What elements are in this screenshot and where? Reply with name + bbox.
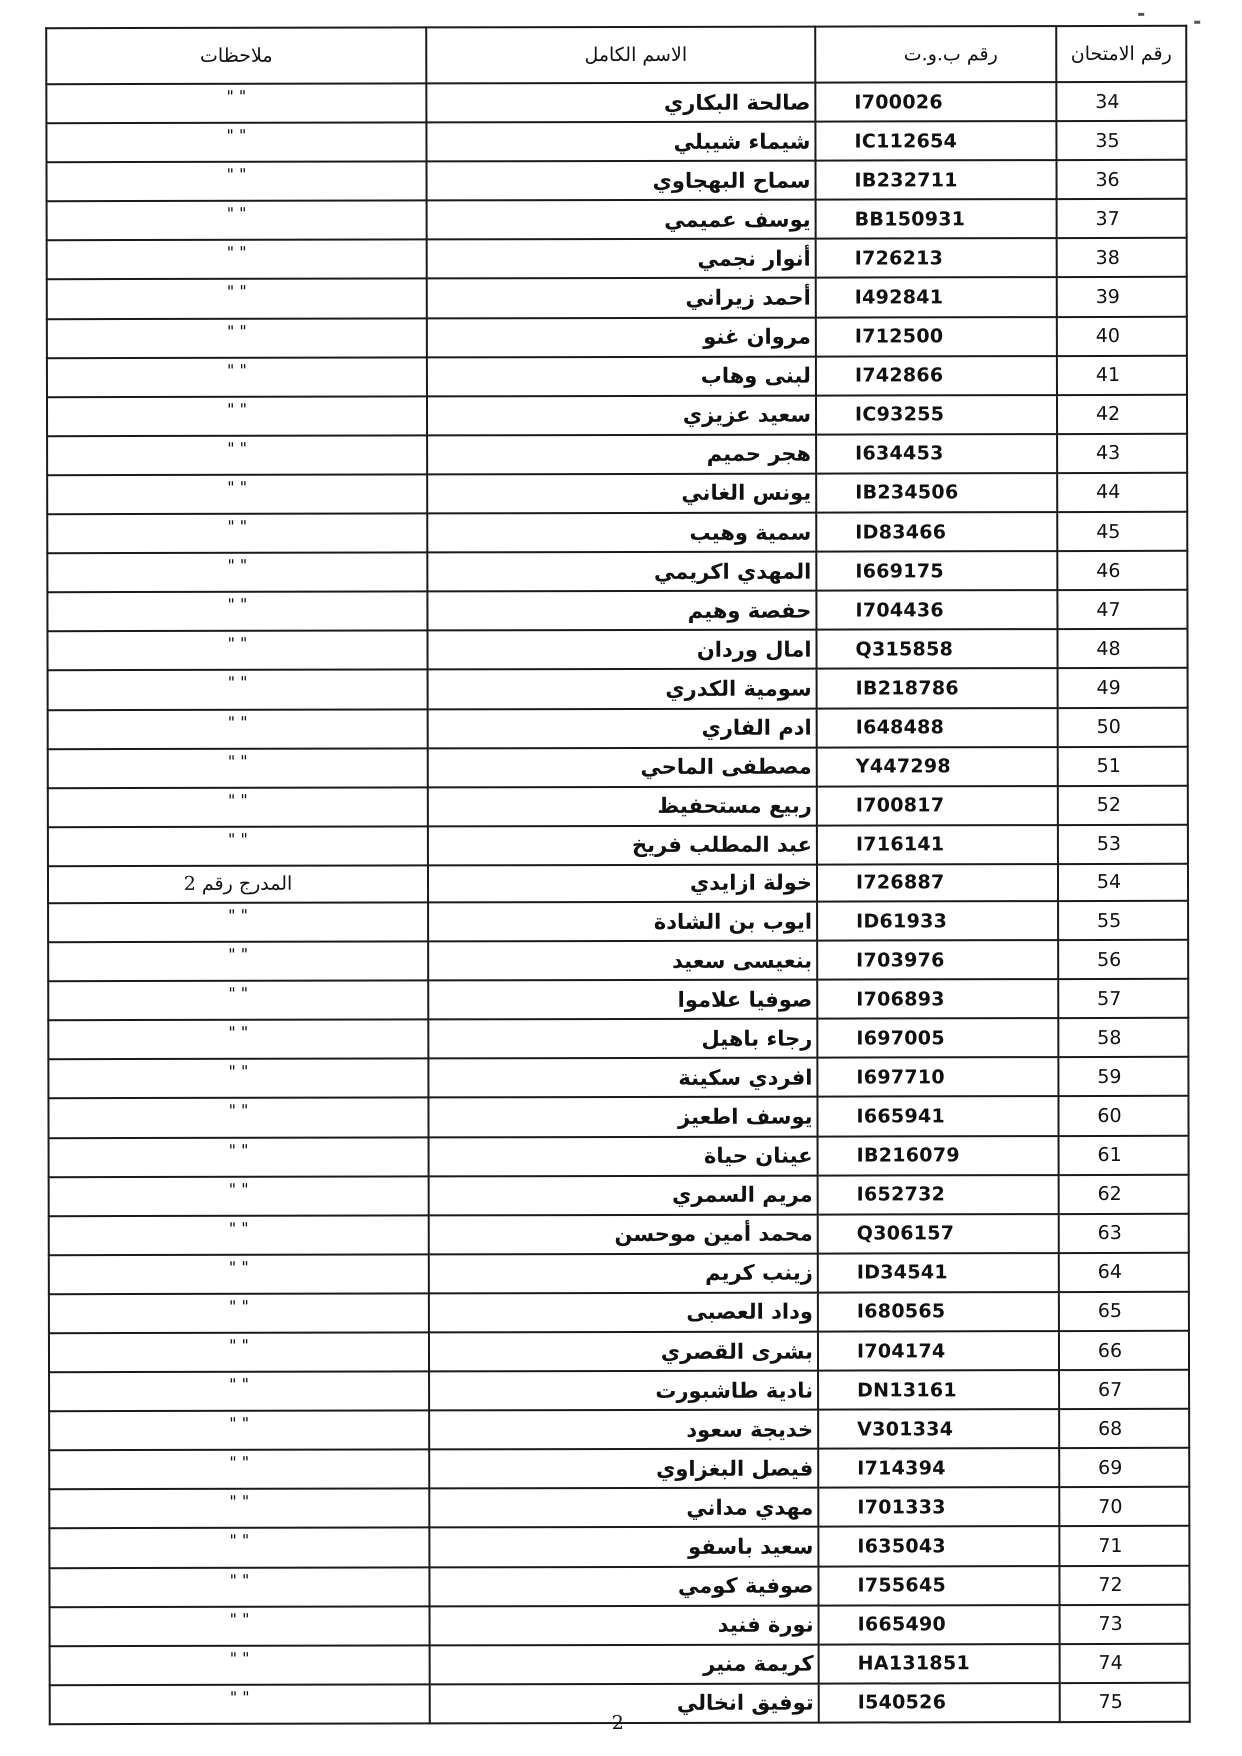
full-name-cell: زينب كريم [429,1253,818,1293]
notes-cell: " " [48,981,428,1021]
id-number-cell: I697710 [817,1057,1058,1097]
table-row [47,316,1187,357]
full-name-cell: يوسف اطعيز [428,1097,817,1137]
scan-mark [1194,21,1200,24]
id-number-cell: IB218786 [817,668,1058,708]
table-row [47,629,1187,670]
exam-number-cell: 42 [1057,395,1187,434]
id-number-cell: I704174 [818,1331,1059,1371]
notes-cell: " " [47,631,427,671]
table-row [49,1253,1189,1294]
exam-number-cell: 48 [1057,629,1187,668]
full-name-cell: وداد العصبى [429,1292,818,1332]
table-row [49,1526,1189,1567]
table-row [47,512,1187,553]
exam-number-cell: 74 [1060,1644,1190,1683]
header-notes: ملاحظات [46,27,426,84]
exam-number-cell: 70 [1059,1487,1189,1526]
exam-number-cell: 61 [1059,1135,1189,1174]
full-name-cell: يونس الغاني [427,474,816,514]
exam-number-cell: 45 [1057,512,1187,551]
table-row [47,473,1187,514]
notes-cell: " " [48,1098,428,1138]
exam-number-cell: 68 [1059,1409,1189,1448]
notes-cell: " " [49,1528,429,1568]
table-row [46,121,1186,162]
full-name-cell: عبد المطلب فريخ [428,825,817,865]
id-number-cell: I726887 [817,864,1058,902]
id-number-cell: I634453 [816,434,1057,474]
exam-number-cell: 55 [1058,901,1188,940]
table-row [49,1174,1189,1215]
exam-number-cell: 38 [1057,238,1187,277]
full-name-cell: بشرى القصري [429,1332,818,1372]
notes-cell: المدرج رقم 2 [48,865,428,903]
table-row [48,746,1188,787]
table-row [48,825,1188,866]
exam-number-cell: 50 [1058,707,1188,746]
table-row [48,1057,1188,1098]
notes-cell: " " [47,592,427,632]
full-name-cell: رجاء باهيل [428,1019,817,1059]
notes-cell: " " [47,513,427,553]
table-row [48,668,1188,709]
id-number-cell: I540526 [819,1683,1060,1723]
notes-cell: " " [49,1411,429,1451]
exam-number-cell: 37 [1057,199,1187,238]
table-row [48,979,1188,1020]
notes-cell: " " [49,1254,429,1294]
id-number-cell: I704436 [816,590,1057,630]
notes-cell: " " [49,1371,429,1411]
table-header-row [46,26,1186,84]
full-name-cell: هجر حميم [427,434,816,474]
table-row [48,901,1188,942]
exam-number-cell: 51 [1058,746,1188,785]
table-row [49,1448,1189,1489]
scan-mark [1138,13,1144,16]
id-number-cell: I700817 [817,786,1058,826]
table-row [46,160,1186,201]
full-name-cell: نورة فنيد [430,1605,819,1645]
full-name-cell: خولة ازايدي [428,864,817,902]
exam-number-cell: 36 [1056,160,1186,199]
table-row [48,1018,1188,1059]
id-number-cell: V301334 [818,1409,1059,1449]
notes-cell: " " [48,787,428,827]
id-number-cell: I648488 [817,708,1058,748]
table-row [48,864,1188,903]
full-name-cell: سمية وهيب [427,513,816,553]
notes-cell: " " [48,1059,428,1099]
full-name-cell: سماح البهجاوي [426,161,815,201]
notes-cell: " " [50,1684,430,1724]
full-name-cell: مروان غنو [427,317,816,357]
table-row [49,1370,1189,1411]
id-number-cell: I697005 [817,1018,1058,1058]
id-number-cell: I742866 [816,356,1057,396]
notes-cell: " " [48,670,428,710]
exam-number-cell: 59 [1058,1057,1188,1096]
exam-number-cell: 62 [1059,1174,1189,1213]
exam-number-cell: 69 [1059,1448,1189,1487]
full-name-cell: حفصة وهيم [427,591,816,631]
table-row [49,1487,1189,1528]
exam-number-cell: 63 [1059,1214,1189,1253]
exam-number-cell: 67 [1059,1370,1189,1409]
notes-cell: " " [47,279,427,319]
id-number-cell: DN13161 [818,1370,1059,1410]
full-name-cell: ادم الفاري [428,708,817,748]
table-row [48,1096,1188,1137]
table-row [49,1409,1189,1450]
full-name-cell: فيصل البغزاوي [429,1449,818,1489]
exam-number-cell: 54 [1058,864,1188,901]
notes-cell: " " [47,396,427,436]
full-name-cell: سومية الكدري [428,669,817,709]
id-number-cell: BB150931 [816,199,1057,239]
notes-cell: " " [47,357,427,397]
full-name-cell: مهدي مداني [429,1488,818,1528]
id-number-cell: I714394 [818,1448,1059,1488]
id-number-cell: I726213 [816,238,1057,278]
notes-cell: " " [49,1567,429,1607]
table-row [47,238,1187,279]
id-number-cell: ID83466 [816,512,1057,552]
id-number-cell: IB234506 [816,473,1057,513]
exam-number-cell: 41 [1057,355,1187,394]
full-name-cell: سعيد باسفو [429,1527,818,1567]
id-number-cell: I652732 [818,1175,1059,1215]
id-number-cell: I703976 [817,940,1058,980]
notes-cell: " " [50,1606,430,1646]
notes-cell: " " [49,1215,429,1255]
notes-cell: " " [47,435,427,475]
notes-cell: " " [49,1137,429,1177]
notes-cell: " " [48,902,428,942]
notes-cell: " " [47,240,427,280]
id-number-cell: I492841 [816,278,1057,318]
exam-number-cell: 40 [1057,316,1187,355]
table-row [47,395,1187,436]
table-row [47,277,1187,318]
table-row [50,1604,1190,1645]
full-name-cell: كريمة منير [430,1644,819,1684]
id-number-cell: I716141 [817,825,1058,865]
notes-cell: " " [46,122,426,162]
notes-cell: " " [46,83,426,123]
table-row [49,1565,1189,1606]
table-row [49,1292,1189,1333]
exam-number-cell: 60 [1058,1096,1188,1135]
table-row [49,1135,1189,1176]
full-name-cell: لبنى وهاب [427,356,816,396]
notes-cell: " " [48,826,428,866]
table-row [47,434,1187,475]
id-number-cell: IC93255 [816,395,1057,435]
id-number-cell: IB232711 [815,160,1056,200]
full-name-cell: بنعيسى سعيد [428,941,817,981]
id-number-cell: HA131851 [819,1644,1060,1684]
full-name-cell: خديجة سعود [429,1410,818,1450]
full-name-cell: ايوب بن الشادة [428,902,817,942]
id-number-cell: I700026 [815,82,1056,122]
exam-number-cell: 34 [1056,82,1186,121]
exam-number-cell: 49 [1058,668,1188,707]
exam-number-cell: 53 [1058,825,1188,864]
exam-number-cell: 73 [1060,1604,1190,1643]
table-row [48,707,1188,748]
exam-number-cell: 44 [1057,473,1187,512]
full-name-cell: توفيق انخالي [430,1683,819,1723]
exam-number-cell: 66 [1059,1331,1189,1370]
id-number-cell: IB216079 [818,1136,1059,1176]
exam-number-cell: 58 [1058,1018,1188,1057]
full-name-cell: ربيع مستحفيظ [428,786,817,826]
table-row [46,82,1186,123]
notes-cell: " " [49,1450,429,1490]
notes-cell: " " [49,1293,429,1333]
table-row [47,551,1187,592]
exam-number-cell: 65 [1059,1292,1189,1331]
full-name-cell: صوفيا علاموا [428,980,817,1020]
exam-number-cell: 57 [1058,979,1188,1018]
notes-cell: " " [50,1645,430,1685]
full-name-cell: عينان حياة [429,1136,818,1176]
exam-number-cell: 35 [1056,121,1186,160]
table-row [49,1331,1189,1372]
table-row [47,199,1187,240]
notes-cell: " " [48,1020,428,1060]
exam-number-cell: 52 [1058,785,1188,824]
id-number-cell: I706893 [817,979,1058,1019]
full-name-cell: مصطفى الماحي [428,747,817,787]
id-number-cell: ID34541 [818,1253,1059,1293]
full-name-cell: أحمد زيراني [427,278,816,318]
id-number-cell: I712500 [816,317,1057,357]
full-name-cell: محمد أمين موحسن [429,1214,818,1254]
full-name-cell: نادية طاشبورت [429,1371,818,1411]
notes-cell: " " [47,553,427,593]
exam-number-cell: 75 [1060,1683,1190,1722]
candidates-table [45,25,1191,1725]
exam-number-cell: 71 [1059,1526,1189,1565]
full-name-cell: مريم السمري [429,1175,818,1215]
notes-cell: " " [49,1489,429,1529]
notes-cell: " " [48,748,428,788]
header-full-name: الاسم الكامل [426,27,815,84]
notes-cell: " " [49,1332,429,1372]
header-id-number: رقم ب.و.ت [815,26,1056,83]
id-number-cell: Q306157 [818,1214,1059,1254]
exam-number-cell: 46 [1057,551,1187,590]
id-number-cell: I665941 [817,1097,1058,1137]
notes-cell: " " [47,474,427,514]
exam-number-cell: 64 [1059,1253,1189,1292]
full-name-cell: أنوار نجمي [427,239,816,279]
notes-cell: " " [46,162,426,202]
header-exam-number: رقم الامتحان [1056,26,1186,82]
full-name-cell: صوفية كومي [429,1566,818,1606]
full-name-cell: سعيد عزيزي [427,395,816,435]
id-number-cell: I669175 [816,551,1057,591]
id-number-cell: Y447298 [817,747,1058,787]
id-number-cell: I680565 [818,1292,1059,1332]
exam-number-cell: 72 [1059,1565,1189,1604]
id-number-cell: Q315858 [816,629,1057,669]
notes-cell: " " [47,318,427,358]
full-name-cell: المهدي اكريمي [427,552,816,592]
table-row [50,1644,1190,1685]
table-body [46,82,1189,1724]
table-row [47,590,1187,631]
page-number: 2 [611,1711,624,1735]
table-row [48,785,1188,826]
id-number-cell: IC112654 [815,121,1056,161]
full-name-cell: شيماء شيبلي [426,122,815,162]
id-number-cell: I635043 [818,1527,1059,1567]
full-name-cell: افردي سكينة [428,1058,817,1098]
table-row [47,355,1187,396]
exam-number-cell: 47 [1057,590,1187,629]
table-row [49,1214,1189,1255]
notes-cell: " " [48,709,428,749]
table-row [48,940,1188,981]
notes-cell: " " [48,941,428,981]
exam-number-cell: 56 [1058,940,1188,979]
exam-number-cell: 43 [1057,434,1187,473]
id-number-cell: I665490 [819,1605,1060,1645]
full-name-cell: صالحة البكاري [426,83,815,123]
id-number-cell: I701333 [818,1487,1059,1527]
exam-number-cell: 39 [1057,277,1187,316]
id-number-cell: ID61933 [817,901,1058,941]
full-name-cell: يوسف عميمي [427,200,816,240]
full-name-cell: امال وردان [427,630,816,670]
notes-cell: " " [47,201,427,241]
id-number-cell: I755645 [818,1566,1059,1606]
notes-cell: " " [49,1176,429,1216]
